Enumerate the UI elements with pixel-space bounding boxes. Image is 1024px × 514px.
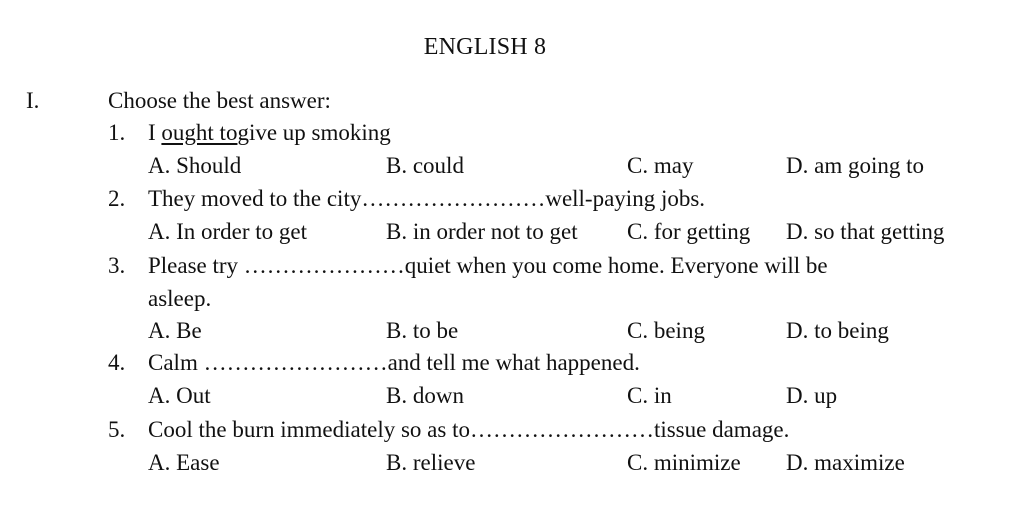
options-1 [0,153,1024,185]
option-c[interactable]: C. minimize [627,450,741,475]
question-3 [0,253,1024,285]
question-number: 4. [108,350,126,375]
section-instruction: Choose the best answer: [108,88,331,113]
options-4 [0,383,1024,415]
question-3-continuation [0,286,1024,318]
question-4 [0,350,1024,382]
question-text-before: I [148,120,162,145]
option-a[interactable]: A. Should [148,153,242,178]
question-1 [0,120,1024,152]
option-a[interactable]: A. In order to get [148,219,308,244]
options-5 [0,450,1024,482]
question-text-after: give up smoking [237,120,391,145]
option-c[interactable]: C. for getting [627,219,751,244]
option-b[interactable]: B. relieve [386,450,476,475]
question-text [148,120,391,146]
option-d[interactable]: D. am going to [786,153,924,178]
question-text: Please try …………………quiet when you come home. Everyone will be [148,253,828,278]
underlined-phrase: ought to [161,120,238,145]
question-text-continuation: asleep. [148,286,212,311]
option-c[interactable]: C. in [627,383,672,408]
option-b[interactable]: B. in order not to get [386,219,578,244]
section-number: I. [26,88,40,113]
question-text: Cool the burn immediately so as to……………………tissue damage. [148,417,790,442]
question-2 [0,186,1024,218]
options-3 [0,318,1024,350]
option-c[interactable]: C. being [627,318,705,343]
option-b[interactable]: B. down [386,383,464,408]
option-c[interactable]: C. may [627,153,694,178]
option-d[interactable]: D. maximize [786,450,905,475]
option-d[interactable]: D. to being [786,318,889,343]
question-text: Calm ……………………and tell me what happened. [148,350,640,375]
option-b[interactable]: B. to be [386,318,459,343]
question-number: 5. [108,417,126,442]
option-d[interactable]: D. so that getting [786,219,945,244]
options-2 [0,219,1024,251]
question-5 [0,417,1024,449]
question-number: 3. [108,253,126,278]
option-a[interactable]: A. Ease [148,450,220,475]
option-a[interactable]: A. Be [148,318,202,343]
option-a[interactable]: A. Out [148,383,211,408]
option-b[interactable]: B. could [386,153,464,178]
question-number: 1. [108,120,126,145]
question-number: 2. [108,186,126,211]
question-text: They moved to the city……………………well-paying jobs. [148,186,706,211]
page-title: ENGLISH 8 [423,34,547,60]
option-d[interactable]: D. up [786,383,838,408]
